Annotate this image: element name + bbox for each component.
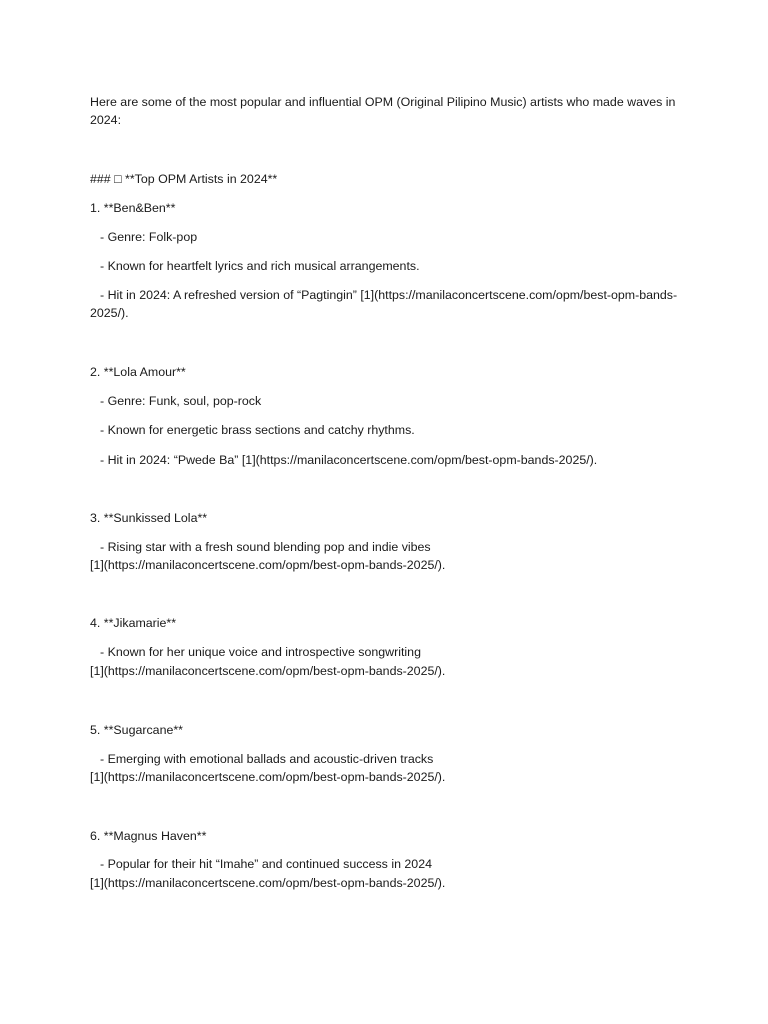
- artist-detail: - Rising star with a fresh sound blending pop and indie vibes: [100, 540, 431, 554]
- artist-title: 2. **Lola Amour**: [90, 365, 186, 379]
- artist-detail: - Known for her unique voice and introspective songwriting: [100, 645, 421, 659]
- artist-detail: - Emerging with emotional ballads and acoustic-driven tracks: [100, 752, 434, 766]
- artist-detail: - Genre: Funk, soul, pop-rock: [100, 394, 262, 408]
- artist-title: 1. **Ben&Ben**: [90, 201, 176, 215]
- artist-detail: - Popular for their hit “Imahe” and continued success in 2024: [100, 857, 432, 871]
- artist-citation: [1](https://manilaconcertscene.com/opm/best-opm-bands-2025/).: [90, 770, 446, 784]
- artist-detail: - Hit in 2024: A refreshed version of “Pagtingin” [1](https://manilaconcertscene.com/opm/best-opm-bands-2025/).: [90, 288, 678, 320]
- artist-title: 6. **Magnus Haven**: [90, 829, 207, 843]
- artist-title: 5. **Sugarcane**: [90, 723, 183, 737]
- intro-paragraph: Here are some of the most popular and influential OPM (Original Pilipino Music) artists who made waves in 2024:: [90, 95, 676, 127]
- artist-citation: [1](https://manilaconcertscene.com/opm/best-opm-bands-2025/).: [90, 558, 446, 572]
- artist-title: 4. **Jikamarie**: [90, 616, 177, 630]
- artist-detail: - Genre: Folk-pop: [100, 230, 198, 244]
- artist-detail: - Known for heartfelt lyrics and rich musical arrangements.: [100, 259, 420, 273]
- artist-citation: [1](https://manilaconcertscene.com/opm/best-opm-bands-2025/).: [90, 876, 446, 890]
- artist-citation: [1](https://manilaconcertscene.com/opm/best-opm-bands-2025/).: [90, 664, 446, 678]
- section-heading: ### □ **Top OPM Artists in 2024**: [90, 172, 278, 186]
- artist-detail: - Known for energetic brass sections and catchy rhythms.: [100, 423, 415, 437]
- artist-title: 3. **Sunkissed Lola**: [90, 511, 208, 525]
- artist-detail: - Hit in 2024: “Pwede Ba” [1](https://manilaconcertscene.com/opm/best-opm-bands-2025/).: [100, 453, 598, 467]
